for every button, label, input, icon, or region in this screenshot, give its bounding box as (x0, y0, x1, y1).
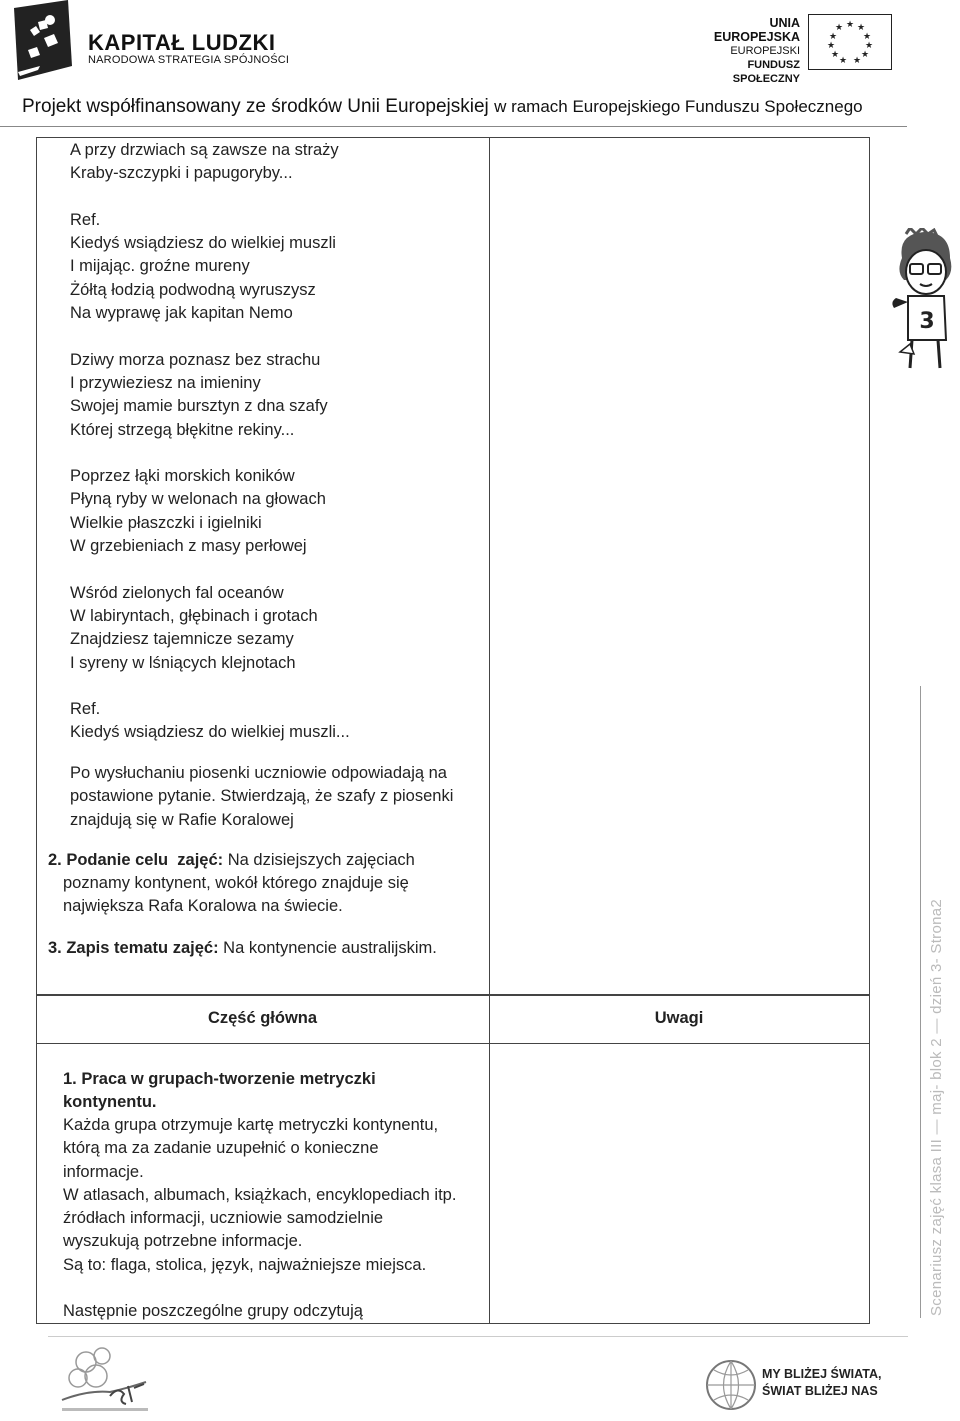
self-foundation-logo (48, 1342, 160, 1418)
after-song-line: znajdują się w Rafie Koralowej (70, 810, 294, 829)
project-funding-line (22, 96, 863, 118)
table2-top-border (36, 995, 870, 996)
task-description (63, 1114, 483, 1324)
svg-text:★: ★ (830, 50, 840, 60)
song-line: Płyną ryby w welonach na głowach (70, 490, 326, 509)
table1-top-border (36, 137, 870, 138)
kapital-ludzki-logo (10, 0, 80, 84)
step-2-text: Na dzisiejszych zajęciach (223, 851, 415, 869)
task-line: Każda grupa otrzymuje kartę metryczki kontynentu, (63, 1116, 439, 1134)
svg-text:★: ★ (862, 32, 872, 42)
footer-slogan-line-2: ŚWIAT BLIŻEJ NAS (762, 1384, 878, 1398)
eu-label (690, 16, 800, 86)
task-line (63, 1277, 483, 1300)
step-2-label: 2. Podanie celu zajęć: (48, 851, 224, 869)
song-line: Ref. (70, 210, 101, 229)
song-line: Kiedyś wsiądziesz do wielkiej muszli... (70, 723, 350, 742)
song-line: Kiedyś wsiądziesz do wielkiej muszli (70, 234, 336, 253)
footer-slogan-line-1: MY BLIŻEJ ŚWIATA, (762, 1367, 882, 1381)
svg-text:★: ★ (845, 20, 855, 30)
table2-header-divider (36, 1043, 870, 1044)
song-lyrics (70, 139, 480, 745)
table1-left-border (36, 137, 37, 995)
svg-text:★: ★ (838, 56, 848, 66)
step-2 (48, 849, 488, 872)
svg-text:★: ★ (852, 56, 862, 66)
task-line: Następnie poszczególne grupy odczytują (63, 1302, 363, 1321)
table2-right-border (869, 995, 870, 1324)
eu-line-1: UNIA EUROPEJSKA (713, 16, 800, 44)
song-line (70, 675, 480, 698)
task-title (63, 1068, 483, 1115)
song-line: Dziwy morza poznasz bez strachu (70, 350, 321, 369)
table2-column-divider (489, 995, 490, 1324)
column-header-main: Część główna (207, 1009, 318, 1027)
song-line (70, 558, 480, 581)
table1-right-border (869, 137, 870, 995)
mascot-number: 3 (919, 309, 935, 334)
footer-slogan (762, 1366, 881, 1400)
after-song-text (70, 762, 480, 832)
program-title: KAPITAŁ LUDZKI (88, 30, 276, 55)
svg-text:★: ★ (826, 41, 836, 51)
svg-text:★: ★ (860, 50, 870, 60)
song-line: Swojej mamie bursztyn z dna szafy (70, 397, 328, 416)
song-line: I przywieziesz na imieniny (70, 373, 261, 392)
project-funding-part-2: w ramach Europejskiego Funduszu Społecznego (494, 97, 863, 116)
table2-left-border (36, 995, 37, 1324)
after-song-line: postawione pytanie. Stwierdzają, że szafy z piosenki (70, 787, 454, 806)
song-line: Na wyprawę jak kapitan Nemo (70, 304, 293, 323)
svg-text:★: ★ (864, 41, 874, 51)
song-line: Ref. (70, 700, 101, 719)
song-line: Wielkie płaszczki i igielniki (70, 513, 262, 532)
song-line: Wśród zielonych fal oceanów (70, 583, 284, 602)
task-title-line-1: 1. Praca w grupach-tworzenie metryczki (63, 1070, 376, 1088)
side-divider (920, 686, 921, 1318)
eu-flag-icon (808, 14, 892, 70)
song-line (70, 442, 480, 465)
task-line: Są to: flaga, stolica, język, najważniejsze miejsca. (63, 1255, 427, 1274)
song-line: A przy drzwiach są zawsze na straży (70, 141, 339, 159)
step-3-text: Na kontynencie australijskim. (218, 939, 437, 957)
song-line: Znajdziesz tajemnicze sezamy (70, 630, 294, 649)
mascot-illustration (888, 228, 960, 378)
step-3-label: 3. Zapis tematu zajęć: (48, 939, 219, 957)
song-line: Poprzez łąki morskich koników (70, 467, 295, 486)
svg-text:★: ★ (828, 32, 838, 42)
step-3 (48, 937, 488, 960)
song-line (70, 186, 480, 209)
song-line: Której strzegą błękitne rekiny... (70, 420, 295, 439)
song-line: I mijając. groźne mureny (70, 257, 250, 276)
table1-column-divider (489, 137, 490, 995)
column-header-notes: Uwagi (654, 1009, 704, 1027)
song-line: W labiryntach, głębinach i grotach (70, 606, 318, 625)
task-line: źródłach informacji, uczniowie samodzielnie (63, 1209, 384, 1228)
header-divider (0, 126, 907, 127)
task-line: wyszukują potrzebne informacje. (63, 1232, 303, 1251)
svg-text:★: ★ (834, 23, 844, 33)
task-line: W atlasach, albumach, książkach, encyklopediach itp. (63, 1185, 457, 1204)
task-line: którą ma za zadanie uzupełnić o konieczne (63, 1139, 379, 1158)
song-line: W grzebieniach z masy perłowej (70, 537, 307, 556)
svg-text:★: ★ (856, 23, 866, 33)
eu-line-2: EUROPEJSKI (730, 45, 800, 57)
footer-divider (48, 1336, 908, 1337)
project-funding-part-1: Projekt współfinansowany ze środków Unii Europejskiej (22, 96, 489, 117)
task-line: informacje. (63, 1162, 144, 1181)
side-page-label: Scenariusz zajęć klasa III — maj- blok 2 — dzień 3- Strona2 (928, 898, 945, 1316)
task-title-line-2: kontynentu. (63, 1093, 157, 1112)
song-line: Kraby-szczypki i papugoryby... (70, 164, 293, 183)
song-line: Żółtą łodzią podwodną wyruszysz (70, 280, 316, 299)
after-song-line: Po wysłuchaniu piosenki uczniowie odpowiadają na (70, 764, 447, 782)
step-2-continuation (63, 872, 483, 919)
step-2-line: największa Rafa Koralowa na świecie. (63, 897, 343, 916)
eu-line-3: FUNDUSZ SPOŁECZNY (732, 59, 800, 85)
song-line: I syreny w lśniących klejnotach (70, 653, 296, 672)
globe-icon (704, 1358, 758, 1412)
song-line (70, 325, 480, 348)
step-2-line: poznamy kontynent, wokół którego znajduje się (63, 874, 409, 892)
program-subtitle: NARODOWA STRATEGIA SPÓJNOŚCI (88, 54, 290, 66)
